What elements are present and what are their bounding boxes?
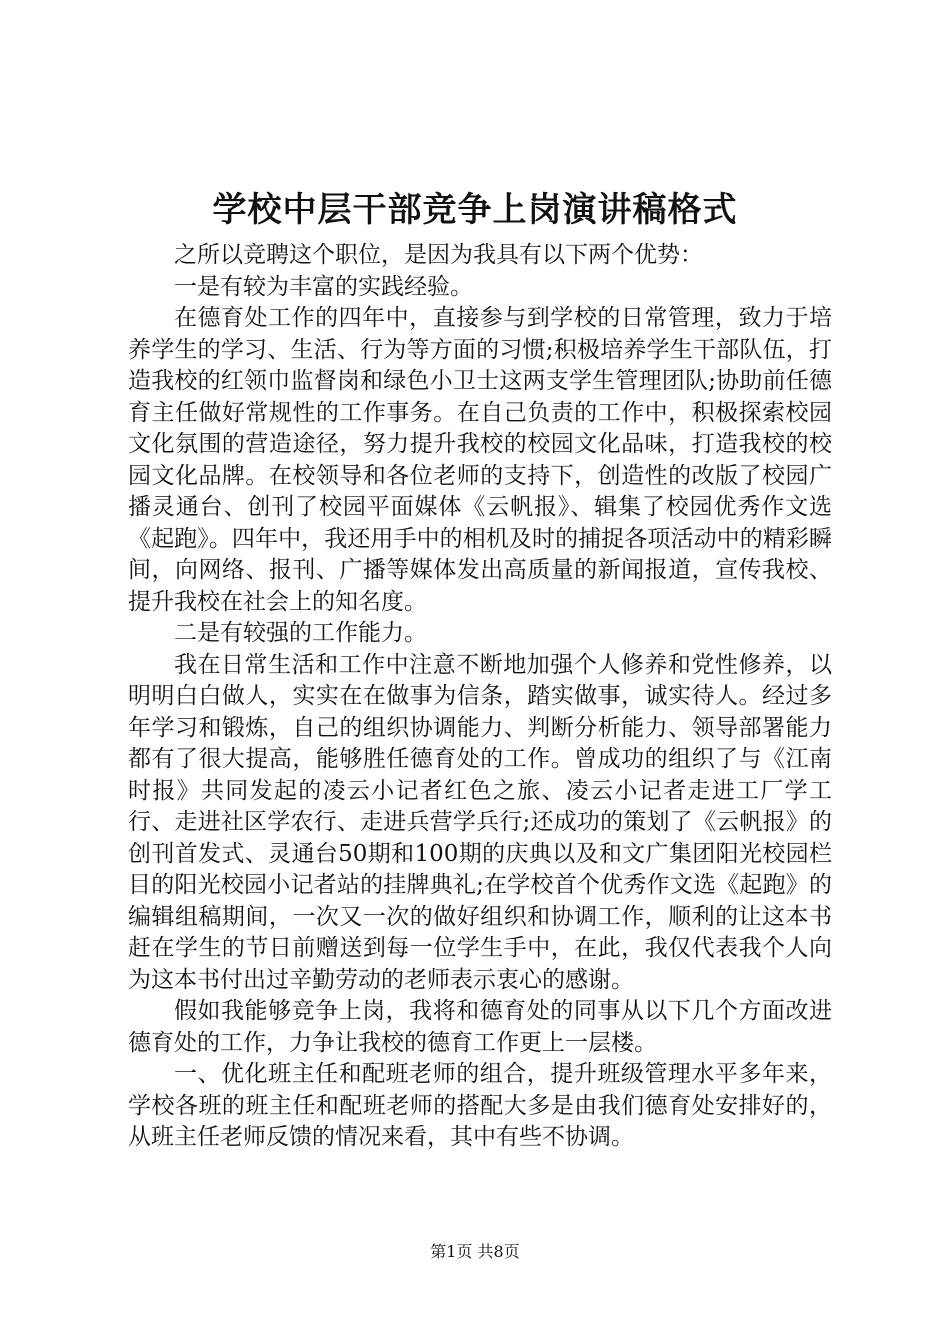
document-title: 学校中层干部竞争上岗演讲稿格式 bbox=[212, 190, 738, 230]
paragraph-advantage-two-detail: 我在日常生活和工作中注意不断地加强个人修养和党性修养，以明明白白做人，实实在在做事为信条，踏实做事，诚实待人。经过多年学习和锻炼，自己的组织协调能力、判断分析能力、领导部署能力都有了很大提高，能够胜任德育处的工作。曾成功的组织了与《江南时报》共同发起的凌云小记者红色之旅、凌云小记者走进工厂学工行、走进社区学农行、走进兵营学兵行;还成功的策划了《云帆报》的创刊首发式、灵通台50期和100期的庆典以及和文广集团阳光校园栏目的阳光校园小记者站的挂牌典礼;在学校首个优秀作文选《起跑》的编辑组稿期间，一次又一次的做好组织和协调工作，顺利的让这本书赶在学生的节日前赠送到每一位学生手中，在此，我仅代表我个人向为这本书付出过辛勤劳动的老师表示衷心的感谢。 bbox=[128, 651, 832, 993]
paragraph-intro: 之所以竞聘这个职位，是因为我具有以下两个优势： bbox=[174, 242, 703, 268]
page-number-footer: 第1页 共8页 bbox=[430, 1242, 520, 1261]
document-body bbox=[128, 240, 832, 1154]
paragraph-advantage-two-heading: 二是有较强的工作能力。 bbox=[174, 620, 427, 646]
paragraph-advantage-one-detail: 在德育处工作的四年中，直接参与到学校的日常管理，致力于培养学生的学习、生活、行为等方面的习惯;积极培养学生干部队伍，打造我校的红领巾监督岗和绿色小卫士这两支学生管理团队;协助前任德育主任做好常规性的工作事务。在自己负责的工作中，积极探索校园文化氛围的营造途径，努力提升我校的校园文化品味，打造我校的校园文化品牌。在校领导和各位老师的支持下，创造性的改版了校园广播灵通台、创刊了校园平面媒体《云帆报》、辑集了校园优秀作文选《起跑》。四年中，我还用手中的相机及时的捕捉各项活动中的精彩瞬间，向网络、报刊、广播等媒体发出高质量的新闻报道，宣传我校、提升我校在社会上的知名度。 bbox=[128, 305, 832, 615]
paragraph-plan-item-one: 一、优化班主任和配班老师的组合，提升班级管理水平多年来，学校各班的班主任和配班老师的搭配大多是由我们德育处安排好的，从班主任老师反馈的情况来看，其中有些不协调。 bbox=[128, 1061, 832, 1150]
paragraph-advantage-one-heading: 一是有较为丰富的实践经验。 bbox=[174, 273, 473, 300]
paragraph-plan-intro: 假如我能够竞争上岗，我将和德育处的同事从以下几个方面改进德育处的工作，力争让我校的德育工作更上一层楼。 bbox=[128, 998, 832, 1056]
